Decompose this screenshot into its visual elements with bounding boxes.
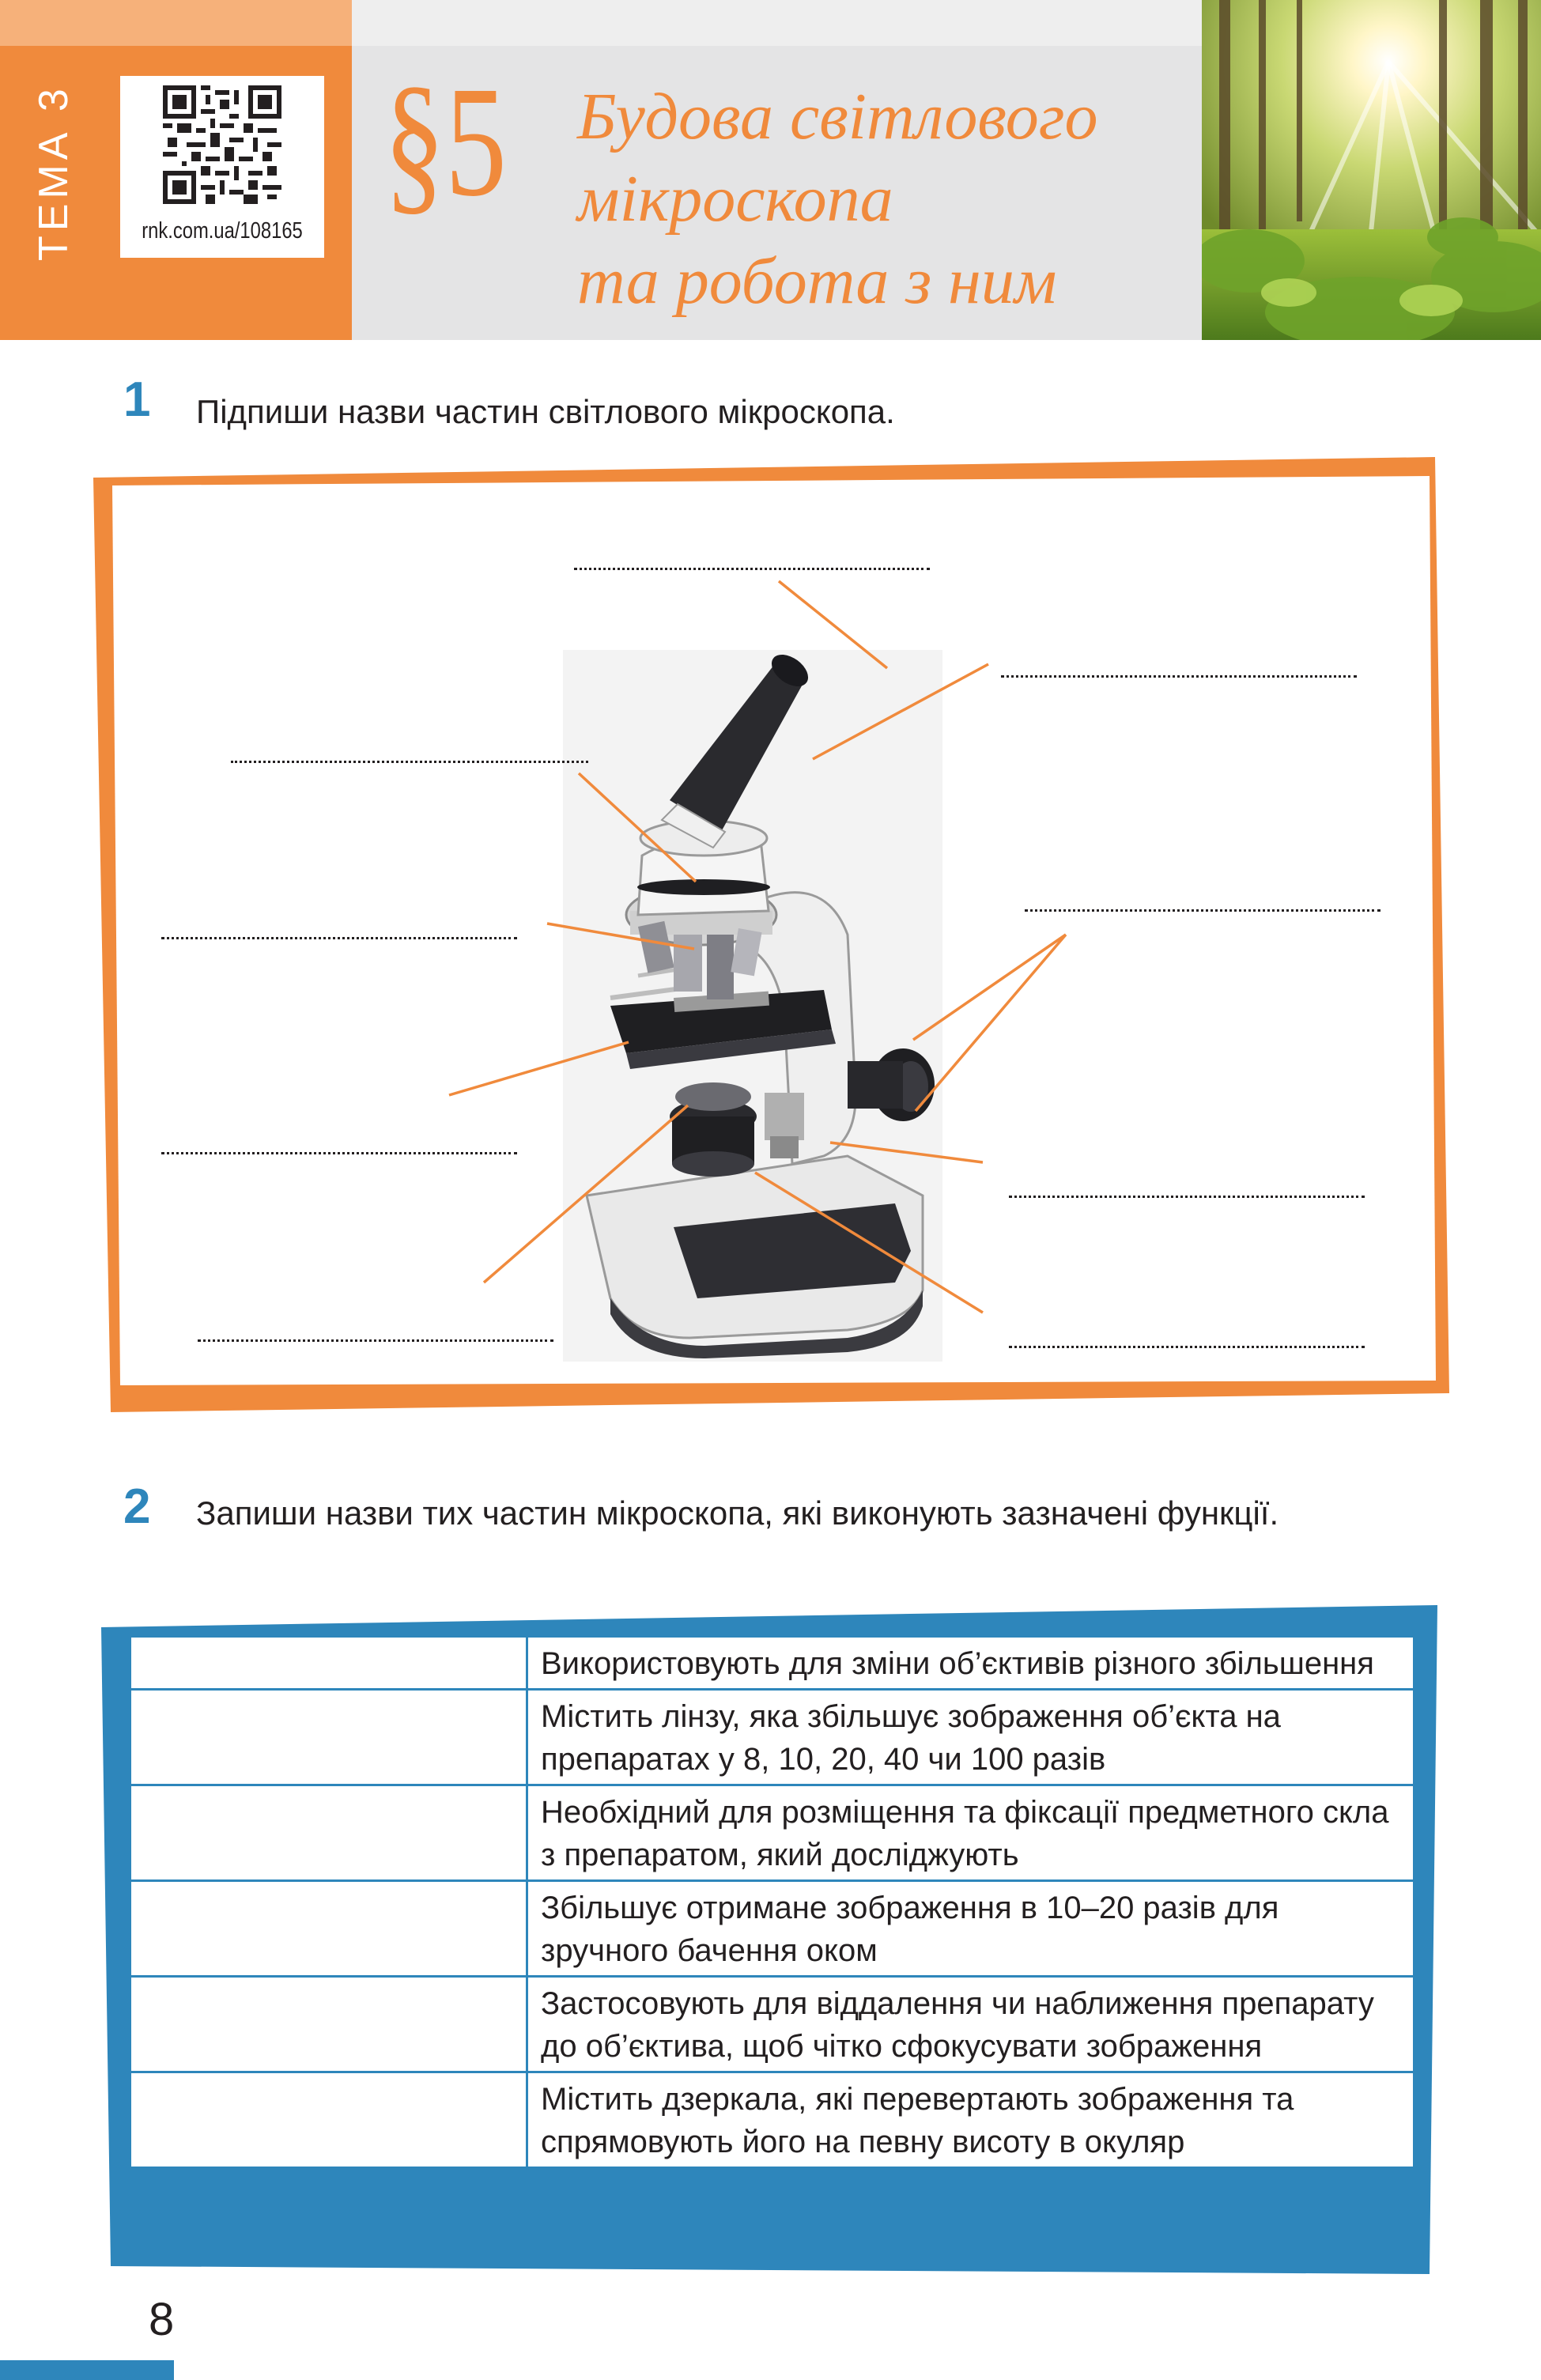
table-row: [130, 2072, 1414, 2168]
function-description: Збільшує отримане зображення в 10–20 разів для зручного бачення оком: [527, 1881, 1414, 1977]
theme-label: ТЕМА 3: [31, 84, 77, 261]
title-line: Будова світлового: [577, 80, 1098, 153]
paragraph-number: §5: [383, 55, 507, 229]
answer-cell[interactable]: [130, 1977, 527, 2072]
task-1-number: 1: [123, 372, 151, 427]
answer-cell[interactable]: [130, 2072, 527, 2168]
task-1-text: Підпиши назви частин світлового мікроскопа.: [196, 393, 895, 430]
answer-cell[interactable]: [130, 1881, 527, 1977]
table-row: [130, 1785, 1414, 1881]
task-2-number: 2: [123, 1479, 151, 1534]
function-description: Використовують для зміни об’єктивів різного збільшення: [527, 1637, 1414, 1690]
answer-cell[interactable]: [130, 1637, 527, 1690]
qr-link[interactable]: rnk.com.ua/108165: [142, 218, 303, 244]
function-description: Необхідний для розміщення та фіксації предметного скла з препаратом, який досліджують: [527, 1785, 1414, 1881]
table-row: [130, 1881, 1414, 1977]
answer-cell[interactable]: [130, 1690, 527, 1785]
page-bar: [0, 2360, 174, 2380]
function-description: Містить дзеркала, які перевертають зображення та спрямовують його на певну висоту в окуляр: [527, 2072, 1414, 2168]
table-row: [130, 1637, 1414, 1690]
table-row: [130, 1690, 1414, 1785]
page-number: 8: [149, 2294, 175, 2345]
title-line: та робота з ним: [577, 244, 1057, 318]
function-description: Містить лінзу, яка збільшує зображення об’єкта на препаратах у 8, 10, 20, 40 чи 100 разів: [527, 1690, 1414, 1785]
answer-cell[interactable]: [130, 1785, 527, 1881]
task-2-text: Запиши назви тих частин мікроскопа, які виконують зазначені функції.: [196, 1494, 1279, 1532]
functions-table: [129, 1635, 1415, 2169]
table-row: [130, 1977, 1414, 2072]
function-description: Застосовують для віддалення чи наближення препарату до об’єктива, щоб чітко сфокусувати зображення: [527, 1977, 1414, 2072]
title-line: мікроскопа: [577, 162, 893, 236]
